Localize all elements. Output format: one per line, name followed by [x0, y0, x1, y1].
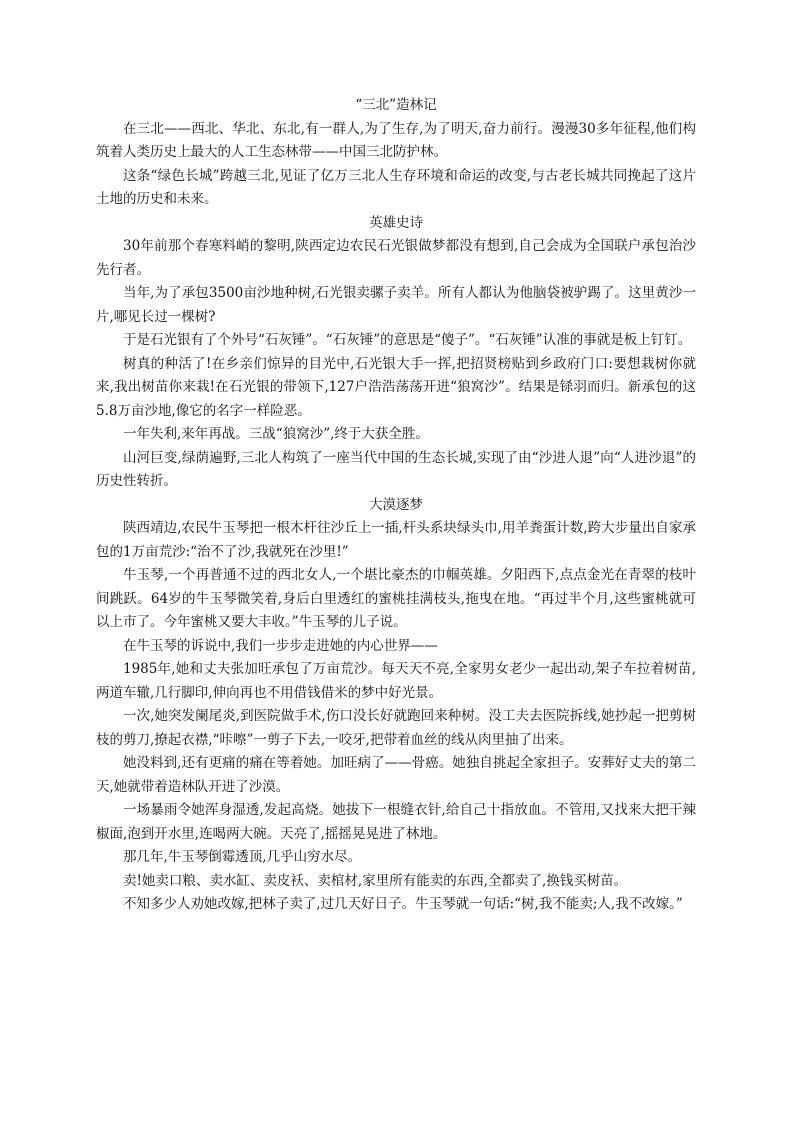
body-paragraph: 不知多少人劝她改嫁,把林子卖了,过几天好日子。牛玉琴就一句话:“树,我不能卖;人,我不改嫁。”	[123, 896, 683, 912]
body-paragraph: 那几年,牛玉琴倒霉透顶,几乎山穷水尽。	[123, 849, 362, 865]
article-body	[96, 94, 696, 917]
section-heading: 大漠逐梦	[369, 496, 423, 513]
body-paragraph: 当年,为了承包3500亩沙地种树,石光银卖骡子卖羊。所有人都认为他脑袋被驴踢了。这里黄沙一片,哪见长过一棵树?	[96, 285, 696, 325]
body-paragraph: 1985年,她和丈夫张加旺承包了万亩荒沙。每天天不亮,全家男女老少一起出动,架子车拉着树苗,两道车辙,几行脚印,伸向再也不用借钱借米的梦中好光景。	[96, 661, 696, 701]
body-paragraph: 她没料到,还有更痛的痛在等着她。加旺病了——骨癌。她独自挑起全家担子。安葬好丈夫的第二天,她就带着造林队开进了沙漠。	[96, 755, 696, 795]
body-paragraph: 一次,她突发阑尾炎,到医院做手术,伤口没长好就跑回来种树。没工夫去医院拆线,她抄起一把剪树枝的剪刀,撩起衣襟,“咔嚓”一剪子下去,一咬牙,把带着血丝的线从肉里抽了出来。	[96, 708, 696, 748]
body-paragraph: 牛玉琴,一个再普通不过的西北女人,一个堪比豪杰的巾帼英雄。夕阳西下,点点金光在青翠的枝叶间跳跃。64岁的牛玉琴微笑着,身后白里透红的蜜桃挂满枝头,拖曳在地。“再过半个月,这些蜜桃就可以上市了。今年蜜桃又要大丰收。”牛玉琴的儿子说。	[96, 567, 696, 630]
body-paragraph: 陕西靖边,农民牛玉琴把一根木杆往沙丘上一插,杆头系块绿头巾,用羊粪蛋计数,跨大步量出自家承包的1万亩荒沙:“治不了沙,我就死在沙里!”	[96, 520, 696, 560]
body-paragraph: 在牛玉琴的诉说中,我们一步步走进她的内心世界——	[123, 637, 438, 654]
body-paragraph: 30年前那个春寒料峭的黎明,陕西定边农民石光银做梦都没有想到,自己会成为全国联户承包治沙先行者。	[96, 238, 696, 278]
intro-paragraph: 在三北——西北、华北、东北,有一群人,为了生存,为了明天,奋力前行。漫漫30多年征程,他们构筑着人类历史上最大的人工生态林带——中国三北防护林。	[96, 120, 696, 160]
body-paragraph: 树真的种活了!在乡亲们惊异的目光中,石光银大手一挥,把招贤榜贴到乡政府门口:要想栽树你就来,我出树苗你来栽!在石光银的带领下,127户浩浩荡荡开进“狼窝沙”。结果是铩羽而归。新承包的这5.8万亩沙地,像它的名字一样险恶。	[96, 355, 696, 419]
body-paragraph: 山河巨变,绿荫遍野,三北人构筑了一座当代中国的生态长城,实现了由“沙进人退”向“人进沙退”的历史性转折。	[96, 449, 696, 489]
intro-paragraph: 这条“绿色长城”跨越三北,见证了亿万三北人生存环境和命运的改变,与古老长城共同挽起了这片土地的历史和未来。	[96, 167, 696, 207]
section-heading: 英雄史诗	[369, 214, 423, 231]
article-title: “三北”造林记	[355, 97, 437, 113]
body-paragraph: 于是石光银有了个外号“石灰锤”。“石灰锤”的意思是“傻子”。“石灰锤”认准的事就是板上钉钉。	[123, 332, 692, 348]
body-paragraph: 一场暴雨令她浑身湿透,发起高烧。她拔下一根缝衣针,给自己十指放血。不管用,又找来大把干辣椒面,泡到开水里,连喝两大碗。天亮了,摇摇晃晃进了林地。	[96, 802, 696, 842]
body-paragraph: 一年失利,来年再战。三战“狼窝沙”,终于大获全胜。	[123, 426, 429, 442]
body-paragraph: 卖!她卖口粮、卖水缸、卖皮袄、卖棺材,家里所有能卖的东西,全都卖了,换钱买树苗。	[123, 872, 628, 889]
